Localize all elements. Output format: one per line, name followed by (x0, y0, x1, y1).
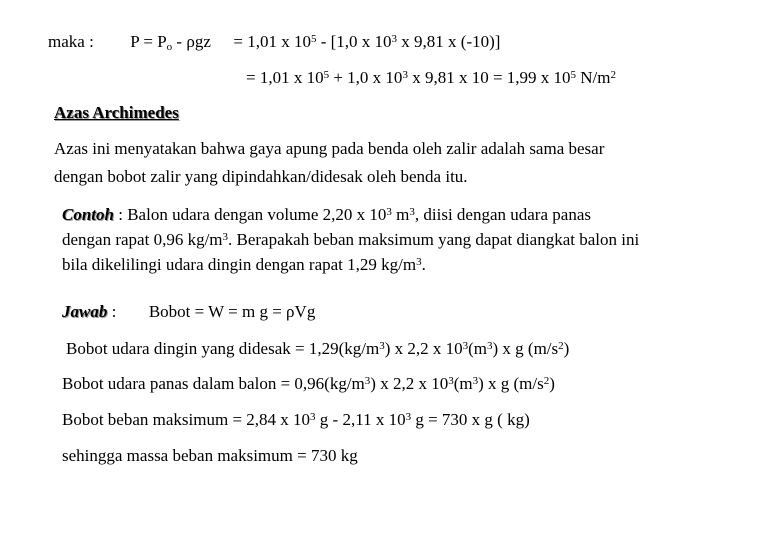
paragraph-line-2: dengan bobot zalir yang dipindahkan/didesak oleh benda itu. (54, 167, 468, 186)
equation-line-1 (48, 32, 500, 52)
paragraph-line-1: Azas ini menyatakan bahwa gaya apung pada benda oleh zalir adalah sama besar (54, 139, 605, 158)
example-label: Contoh (62, 205, 114, 224)
pressure-formula: $P = P_o - \rho gz$ (130, 32, 211, 54)
section-heading: Azas Archimedes (54, 103, 179, 122)
step-max-load: Bobot beban maksimum = 2,84 x $10^3$ g - 2,11 x $10^3$ g = 730 x g ( kg) (62, 410, 530, 429)
step-hot-air: Bobot udara panas dalam balon = $0,96(kg/m^3)$ x 2,2 x $10^3(m^3)$ x g $(m/s^2)$ (62, 374, 555, 393)
equation-line-2: = 1,01 x $10^5 + 1,0$ x $10^3$ x 9,81 x 10 = 1,99 x $10^5$ $N/m^2$ (246, 68, 617, 87)
example-line-3: bila dikelilingi udara dingin dengan rapat 1,29 $kg/m^3$. (62, 255, 426, 274)
step-cold-air: Bobot udara dingin yang didesak = $1,29(kg/m^3)$ x 2,2 x $10^3(m^3)$ x g $(m/s^2)$ (66, 339, 570, 358)
example-line-1: Contoh : Balon udara dengan volume 2,20 x $10^3$ $m^3$, diisi dengan udara panas (62, 205, 591, 224)
example-line-2: dengan rapat 0,96 $kg/m^3$. Berapakah beban maksimum yang dapat diangkat balon ini (62, 230, 640, 249)
conclusion-line: sehingga massa beban maksimum = 730 kg (62, 446, 358, 465)
pressure-substitution: = 1,01 x $10^5 - [1,0$ x $10^3$ x 9,81 x (-10)] (233, 32, 501, 51)
answer-label: Jawab (62, 302, 108, 321)
prefix-text: maka : (48, 32, 94, 51)
buoyancy-formula: Bobot = W = m g = ρVg (148, 302, 316, 321)
answer-line: Jawab : Bobot = W = m g = ρVg (62, 302, 316, 321)
